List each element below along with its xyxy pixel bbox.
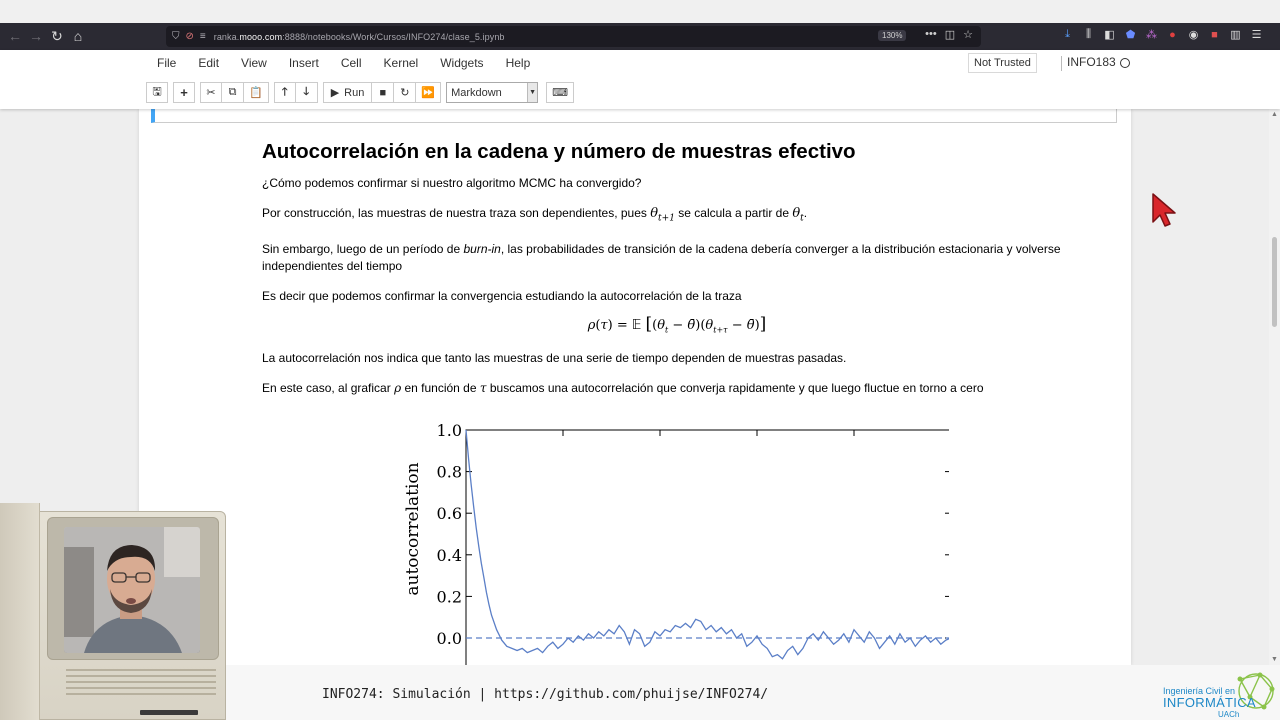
kernel-name[interactable]: INFO183 xyxy=(1067,55,1116,69)
uach-logo xyxy=(1160,669,1278,719)
theta-t: $\theta_t$ xyxy=(792,206,804,224)
y-tick-label: 0.0 xyxy=(436,629,462,648)
y-tick-label: 1.0 xyxy=(436,421,462,440)
run-button[interactable] xyxy=(323,82,373,103)
markdown-cell[interactable] xyxy=(262,139,1092,410)
run-label: Run xyxy=(344,86,365,99)
arrow-up-icon: 🡑 xyxy=(281,86,288,98)
scrollbar-thumb[interactable] xyxy=(1272,237,1277,327)
plot-frame xyxy=(466,430,949,665)
theta-t-plus-1: $\theta_{t+1}$ xyxy=(650,206,675,224)
menu-insert[interactable]: Insert xyxy=(288,56,319,70)
paragraph-4: Es decir que podemos confirmar la convergencia estudiando la autocorrelación de la traza xyxy=(262,288,742,303)
menu-icon[interactable]: ☰ xyxy=(1251,29,1262,41)
extension-grid-icon[interactable]: ⁂ xyxy=(1146,29,1157,41)
fast-forward-icon: ⏩ xyxy=(421,87,436,99)
trust-status-button[interactable]: Not Trusted xyxy=(968,53,1037,73)
bookmark-star-icon[interactable]: ☆ xyxy=(963,29,973,41)
zoom-level-badge[interactable]: 130% xyxy=(878,30,906,41)
y-tick-label: 0.6 xyxy=(436,504,462,524)
menu-cell[interactable]: Cell xyxy=(340,56,362,70)
copy-icon: ⧉ xyxy=(228,86,237,98)
selected-cell-edge[interactable] xyxy=(151,109,1117,123)
rho-symbol: ρ xyxy=(394,381,402,396)
menu-bar xyxy=(146,50,541,76)
move-up-button[interactable] xyxy=(274,82,296,103)
downloads-icon[interactable]: ⤓ xyxy=(1065,28,1070,40)
paragraph-5: La autocorrelación nos indica que tanto las muestras de una serie de tiempo dependen de muestras pasadas. xyxy=(262,351,847,366)
tau-symbol: τ xyxy=(479,381,487,396)
extension-shield-icon[interactable]: ⬟ xyxy=(1125,29,1136,41)
url-text[interactable]: ranka.mooo.com:8888/notebooks/Work/Cursos/INFO274/clase_5.ipynb xyxy=(213,31,505,42)
autocorrelation-plot xyxy=(389,411,949,665)
insert-cell-button[interactable] xyxy=(173,82,195,103)
y-tick-label: 0.2 xyxy=(436,587,462,607)
menu-file[interactable]: File xyxy=(157,56,177,70)
home-button[interactable]: ⌂ xyxy=(73,28,83,44)
move-down-button[interactable] xyxy=(296,82,318,103)
paste-icon: 📋 xyxy=(249,87,263,99)
paragraph-2: Por construcción, las muestras de nuestra traza son dependientes, pues $\theta_{t+1}$ se calcula a partir de $\theta_t$. xyxy=(262,206,808,224)
interrupt-button[interactable] xyxy=(372,82,394,103)
scroll-up-icon[interactable]: ▲ xyxy=(1271,111,1278,118)
save-icon: 🖫 xyxy=(152,86,162,98)
page-actions-icon[interactable]: ••• xyxy=(925,28,937,40)
y-tick-label: 0.4 xyxy=(436,545,462,565)
notebook-header xyxy=(0,50,1280,109)
extension-red-icon[interactable]: ■ xyxy=(1211,28,1218,41)
cell-type-select[interactable] xyxy=(446,82,538,103)
library-icon[interactable]: ⫼ xyxy=(1085,28,1092,40)
scroll-down-icon[interactable]: ▼ xyxy=(1271,656,1278,663)
kernel-idle-icon xyxy=(1120,58,1130,68)
save-button[interactable] xyxy=(146,82,168,103)
course-caption: INFO274: Simulación | https://github.com/phuijse/INFO274/ xyxy=(322,687,769,702)
shield-icon: ⛉ xyxy=(172,31,180,42)
logo-line-3: UACh xyxy=(1218,710,1240,719)
restart-run-all-button[interactable] xyxy=(416,82,441,103)
menu-kernel[interactable]: Kernel xyxy=(383,56,419,70)
chevron-down-icon: ▼ xyxy=(527,83,537,102)
menu-edit[interactable]: Edit xyxy=(198,56,220,70)
extension-bars-icon[interactable]: ▥ xyxy=(1230,29,1241,41)
scissors-icon: ✂ xyxy=(206,87,216,99)
pocket-icon[interactable]: ◫ xyxy=(944,29,956,41)
floppy-slot xyxy=(140,710,198,715)
paragraph-3: Sin embargo, luego de un período de burn-in, las probabilidades de transición de la cadena debería converger a la distribución estacionaria y volverse independientes del tiempo xyxy=(262,241,1061,273)
autocorrelation-series-line xyxy=(466,430,949,659)
mouse-cursor-icon xyxy=(1150,192,1182,232)
retro-computer-side xyxy=(0,503,40,720)
stop-icon: ■ xyxy=(379,86,387,99)
notebook-container[interactable] xyxy=(139,109,1131,665)
cell-type-value: Markdown xyxy=(451,86,502,99)
keyboard-icon: ⌨ xyxy=(552,87,568,99)
url-bar[interactable] xyxy=(166,26,981,47)
menu-widgets[interactable]: Widgets xyxy=(440,56,484,70)
logo-line-1: Ingeniería Civil en xyxy=(1163,686,1236,696)
plus-icon: + xyxy=(180,85,188,100)
command-palette-button[interactable] xyxy=(546,82,574,103)
forward-button[interactable]: → xyxy=(29,28,43,44)
insecure-lock-icon[interactable]: ⊘ xyxy=(185,31,194,42)
presenter-figure xyxy=(64,527,200,653)
notebook-toolbar xyxy=(146,81,579,104)
cell-heading: Autocorrelación en la cadena y número de muestras efectivo xyxy=(262,140,856,163)
restart-button[interactable] xyxy=(394,82,416,103)
y-tick-label: 0.8 xyxy=(436,462,462,482)
paste-button[interactable] xyxy=(244,82,269,103)
play-icon: ▶ xyxy=(330,87,340,99)
cut-button[interactable] xyxy=(200,82,222,103)
sidebar-icon[interactable]: ◧ xyxy=(1104,29,1115,41)
divider xyxy=(1061,56,1062,71)
menu-help[interactable]: Help xyxy=(505,56,531,70)
paragraph-1: ¿Cómo podemos confirmar si nuestro algoritmo MCMC ha convergido? xyxy=(262,176,642,190)
webcam-video xyxy=(64,527,200,653)
window-top-strip xyxy=(0,0,1280,23)
page-scrollbar[interactable] xyxy=(1269,109,1280,665)
ublock-icon[interactable]: ● xyxy=(1169,28,1176,41)
retro-computer-vents xyxy=(66,669,216,701)
arrow-down-icon: 🡓 xyxy=(303,86,310,98)
autocorrelation-formula: ρ(τ) = 𝔼 [($\theta_t$ − $\thetā)(\theta_{t+\tau}$ − θ̄)] xyxy=(587,313,767,335)
permissions-icon[interactable]: ≡ xyxy=(199,31,206,42)
menu-view[interactable]: View xyxy=(241,56,267,70)
logo-line-2: INFORMÁTICA xyxy=(1163,695,1256,710)
webcam-overlay xyxy=(0,503,228,720)
copy-button[interactable] xyxy=(222,82,244,103)
extension-ghost-icon[interactable]: ◉ xyxy=(1188,29,1199,41)
back-button[interactable]: ← xyxy=(8,28,22,44)
y-axis-label: autocorrelation xyxy=(403,462,423,596)
paragraph-6: En este caso, al graficar ρ en función de τ buscamos una autocorrelación que converja rapidamente y que luego fluctue en torno a cero xyxy=(262,381,984,396)
reload-button[interactable]: ↻ xyxy=(51,27,63,44)
restart-icon: ↻ xyxy=(400,87,410,99)
